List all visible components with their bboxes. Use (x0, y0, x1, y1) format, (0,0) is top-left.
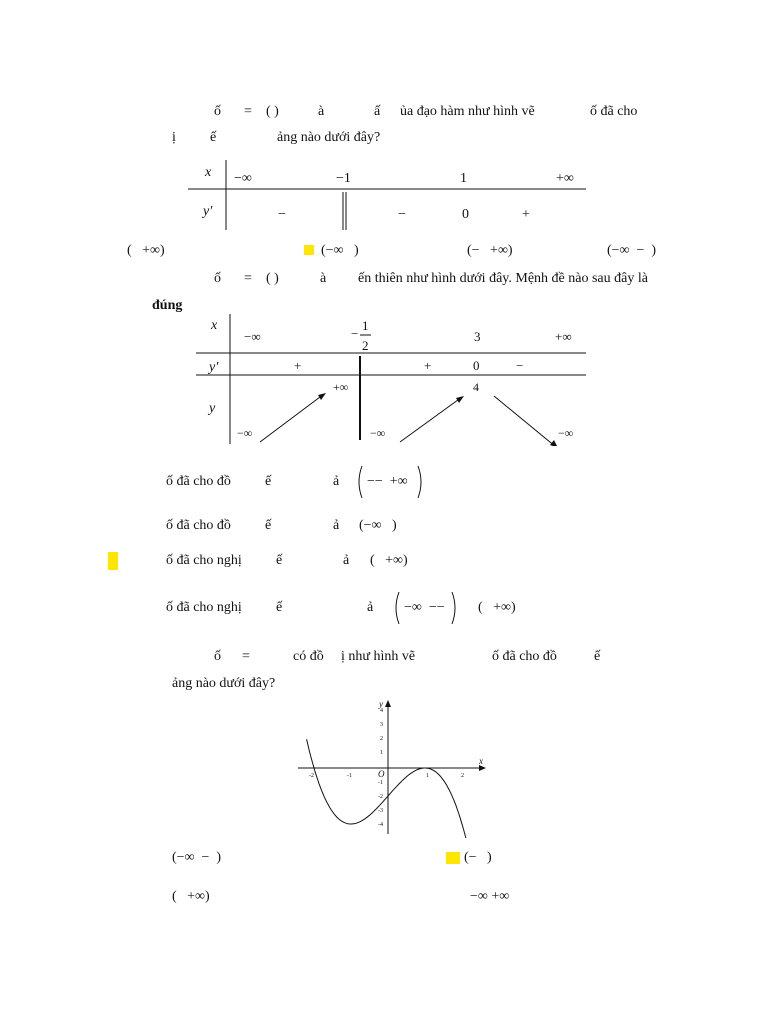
x-value: −∞ (244, 329, 261, 344)
x-tick: -1 (347, 773, 352, 779)
x-value: −1 (336, 171, 351, 186)
q2-text: ố (214, 271, 221, 286)
q1-text: à (318, 104, 325, 119)
q2-option-d[interactable]: ố đã cho nghị (166, 600, 242, 615)
q3-text: ố (214, 649, 221, 664)
q1-text: ( ) (266, 104, 279, 119)
q2-option-text: ế (265, 474, 272, 489)
q1-answer-c[interactable]: (− +∞) (467, 243, 513, 258)
q2-option-text: ả (333, 518, 340, 533)
q1-answer-d[interactable]: (−∞ − ) (607, 243, 657, 258)
bracket-left (393, 590, 401, 626)
y-tick: -2 (378, 794, 383, 800)
y-tick: -1 (378, 780, 383, 786)
q2-option-b[interactable]: ố đã cho đồ (166, 518, 231, 533)
sign-value: 0 (473, 358, 480, 373)
q2-text-bold: đúng (152, 298, 183, 313)
q2-text: ến thiên như hình dưới đây. Mệnh đề nào sau đây là (358, 271, 648, 286)
q2-option-text: ả (333, 474, 340, 489)
bracket-left (356, 464, 364, 500)
q3-text: ố đã cho đồ (492, 649, 557, 664)
y-tick: 3 (380, 722, 383, 728)
q3-answer-a[interactable]: (−∞ − ) (172, 850, 222, 865)
q3-text: ị như hình vẽ (341, 649, 416, 664)
q2-option-c[interactable]: ố đã cho nghị (166, 553, 242, 568)
yprime-label: y′ (203, 204, 213, 219)
y-label: y (209, 401, 216, 416)
q1-text: ủa đạo hàm như hình vẽ (400, 104, 535, 119)
q3-answer-b[interactable]: (− ) (464, 850, 492, 865)
q2-option-text: ế (276, 600, 283, 615)
y-tick: -4 (378, 822, 383, 828)
q2-text: à (320, 271, 327, 286)
q2-option-text: ( +∞) (370, 553, 408, 568)
y-value: −∞ (237, 426, 253, 440)
sign-value: − (516, 358, 524, 373)
yprime-label: y′ (209, 360, 219, 375)
q2-option-text: ả (367, 600, 374, 615)
q3-answer-d[interactable]: −∞ +∞ (470, 889, 510, 904)
q2-text: = (244, 271, 252, 286)
x-value: −∞ (234, 171, 252, 186)
x-value: +∞ (556, 171, 574, 186)
q2-option-text: ế (276, 553, 283, 568)
q2-text: ( ) (266, 271, 279, 286)
sign-value: 0 (462, 207, 469, 222)
q3-text: = (242, 649, 250, 664)
q1-sign-table (186, 160, 590, 234)
q1-text: ị (172, 130, 176, 145)
q2-option-text: −∞ −− (404, 600, 445, 615)
x-value: +∞ (555, 329, 572, 344)
bracket-right (416, 464, 424, 500)
x-tick: 2 (461, 773, 464, 779)
y-tick: 2 (380, 736, 383, 742)
bracket-right (450, 590, 458, 626)
y-value: +∞ (333, 380, 349, 394)
y-value: 4 (473, 380, 479, 394)
highlight-marker (304, 245, 314, 255)
origin-label: O (378, 769, 385, 779)
y-value: −∞ (370, 426, 386, 440)
highlight-marker (446, 852, 460, 864)
q3-answer-c[interactable]: ( +∞) (172, 889, 210, 904)
q1-text: = (244, 104, 252, 119)
sign-value: + (424, 358, 432, 373)
q3-text: có đồ (293, 649, 324, 664)
x-value: 1 (460, 171, 467, 186)
q1-text: ế (210, 130, 217, 145)
q1-text: ấ (374, 104, 381, 119)
x-label: x (211, 318, 218, 333)
x-tick: 1 (426, 773, 429, 779)
q2-option-text: ả (343, 553, 350, 568)
q1-text: ảng nào dưới đây? (277, 130, 381, 145)
q3-function-graph (294, 696, 494, 838)
q1-answer-b[interactable]: (−∞ ) (321, 243, 359, 258)
q1-text: ố (214, 104, 221, 119)
sign-value: + (522, 207, 530, 222)
q3-text: ảng nào dưới đây? (172, 676, 276, 691)
sign-value: + (294, 358, 302, 373)
q2-option-text: ( +∞) (478, 600, 516, 615)
q2-option-a[interactable]: ố đã cho đồ (166, 474, 231, 489)
q1-answer-a[interactable]: ( +∞) (127, 243, 165, 258)
x-value: 3 (474, 329, 481, 344)
q2-option-text: (−∞ ) (359, 518, 397, 533)
y-axis-label: y (379, 699, 383, 709)
function-curve (307, 739, 472, 838)
x-tick: -2 (309, 773, 314, 779)
x-value: 2 (362, 338, 369, 353)
sign-value: − (398, 207, 406, 222)
y-tick: 4 (380, 708, 383, 714)
highlight-marker (108, 552, 118, 570)
q2-option-text: −− +∞ (367, 474, 408, 489)
sign-value: − (278, 207, 286, 222)
x-label: x (205, 165, 212, 180)
y-tick: -3 (378, 808, 383, 814)
x-value: 1 (362, 318, 369, 333)
x-axis-label: x (479, 756, 483, 766)
q3-text: ế (594, 649, 601, 664)
q2-variation-table (194, 314, 590, 446)
y-value: −∞ (558, 426, 574, 440)
x-value: − (351, 326, 359, 341)
q1-text: ố đã cho (590, 104, 638, 119)
y-tick: 1 (380, 750, 383, 756)
q2-option-text: ế (265, 518, 272, 533)
